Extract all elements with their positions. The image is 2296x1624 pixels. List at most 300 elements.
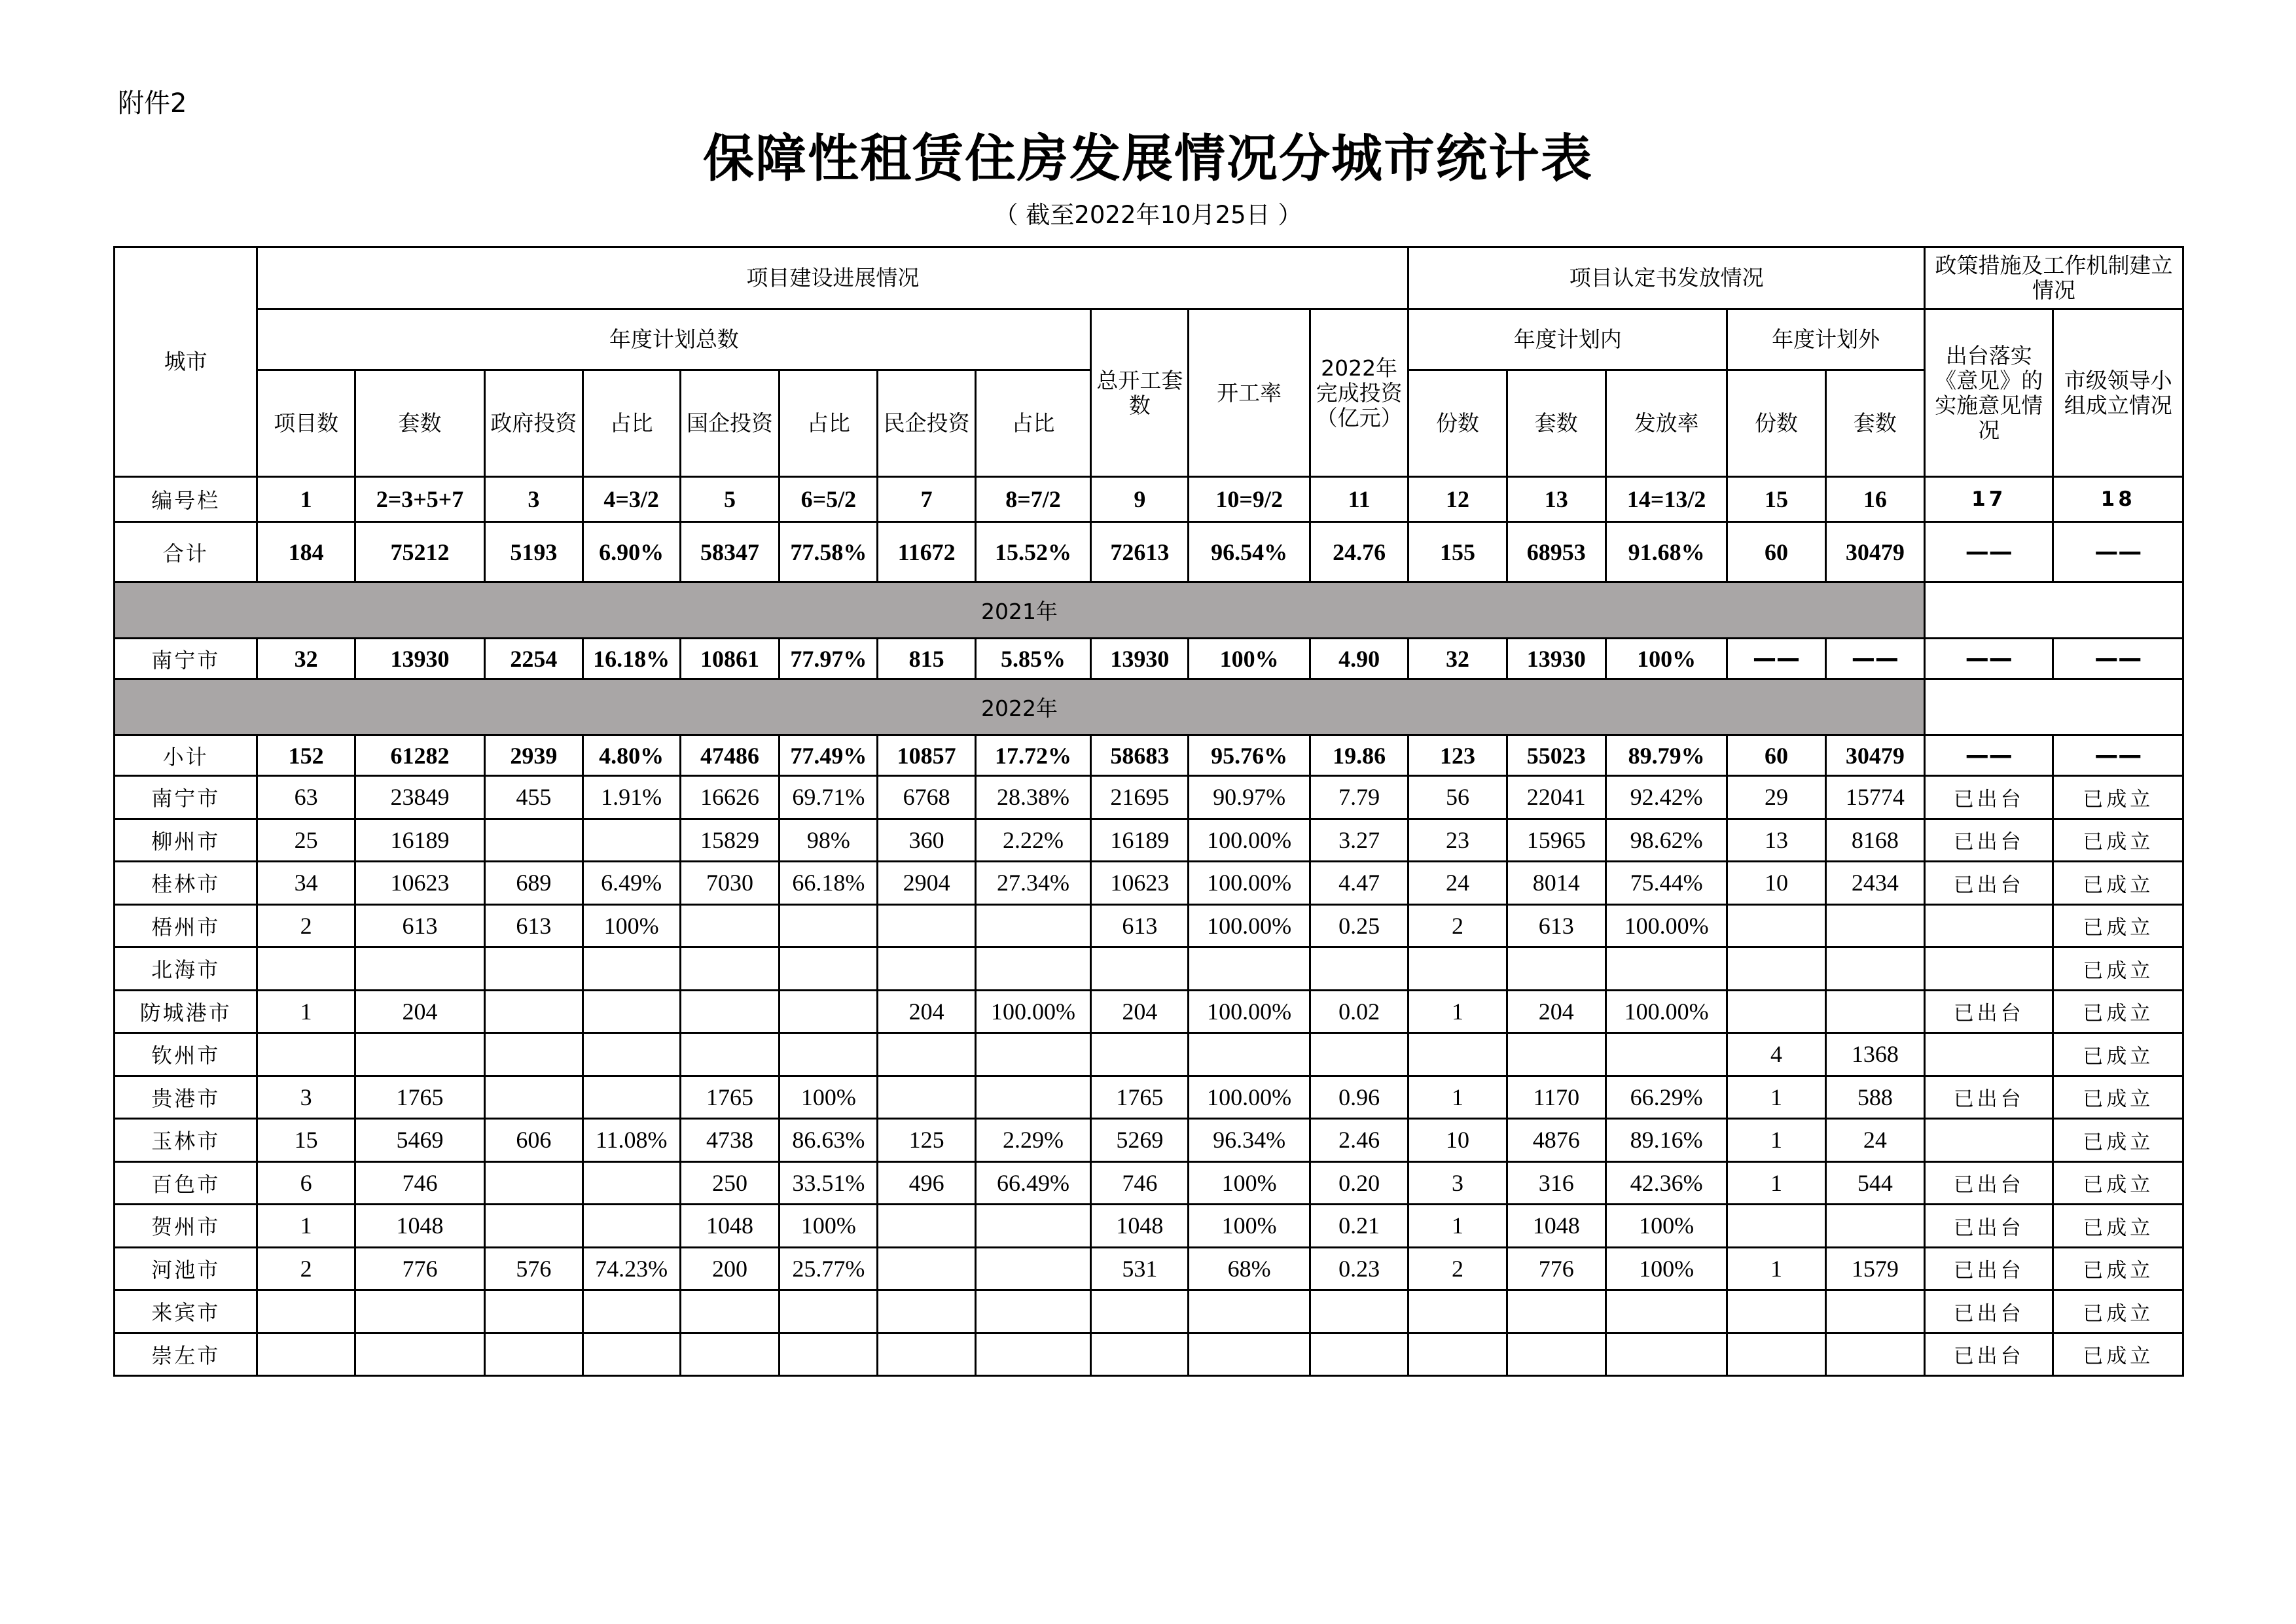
data-cell: 100.00% [1605, 904, 1727, 947]
header-city: 城市 [115, 247, 257, 477]
data-cell: 2.22% [975, 819, 1090, 862]
data-cell [1825, 1205, 1924, 1248]
data-cell [1924, 1033, 2053, 1076]
data-cell: 61282 [355, 735, 484, 776]
data-cell [485, 990, 583, 1033]
data-cell: 0.02 [1310, 990, 1408, 1033]
header-soe-investment: 国企投资 [680, 370, 779, 477]
data-cell [1507, 947, 1605, 991]
data-cell: 360 [878, 819, 975, 862]
data-cell [680, 1290, 779, 1333]
data-cell: 1 [1408, 990, 1507, 1033]
data-cell [1727, 904, 1825, 947]
data-cell: 8014 [1507, 862, 1605, 905]
data-cell [1189, 1033, 1310, 1076]
data-cell: 588 [1825, 1076, 1924, 1119]
data-cell [485, 1205, 583, 1248]
data-cell: 8168 [1825, 819, 1924, 862]
data-cell: 68% [1189, 1247, 1310, 1290]
data-cell: 1 [1408, 1076, 1507, 1119]
section-2022 [115, 679, 2183, 735]
data-cell: 1048 [355, 1205, 484, 1248]
data-cell [257, 1033, 355, 1076]
data-cell [1825, 1333, 1924, 1376]
data-cell: 7030 [680, 862, 779, 905]
header-issue-rate: 发放率 [1605, 370, 1727, 477]
data-cell: —— [2053, 735, 2183, 776]
data-cell: 60 [1727, 522, 1825, 582]
data-cell: 204 [1091, 990, 1189, 1033]
data-cell [583, 1205, 680, 1248]
row-label-cell: 玉林市 [115, 1119, 257, 1162]
data-cell: 16626 [680, 776, 779, 819]
data-cell: 已成立 [2053, 1247, 2183, 1290]
row-label-cell: 来宾市 [115, 1290, 257, 1333]
data-cell: 3 [257, 1076, 355, 1119]
city-row [115, 819, 2183, 862]
data-cell [1727, 1333, 1825, 1376]
data-cell: 2254 [485, 639, 583, 679]
data-cell: 1579 [1825, 1247, 1924, 1290]
data-cell [355, 947, 484, 991]
header-units: 套数 [355, 370, 484, 477]
data-cell: 34 [257, 862, 355, 905]
data-cell [355, 1033, 484, 1076]
data-cell [1091, 1290, 1189, 1333]
data-cell: 100.00% [1605, 990, 1727, 1033]
data-cell: 6.90% [583, 522, 680, 582]
data-cell: 15 [257, 1119, 355, 1162]
data-cell: 98% [780, 819, 878, 862]
data-cell: 100% [583, 904, 680, 947]
data-cell [878, 947, 975, 991]
header-project-count: 项目数 [257, 370, 355, 477]
data-cell: 184 [257, 522, 355, 582]
row-label-cell: 桂林市 [115, 862, 257, 905]
data-cell: 55023 [1507, 735, 1605, 776]
data-cell: 7 [878, 477, 975, 522]
data-cell: 1 [1727, 1247, 1825, 1290]
data-cell: 776 [1507, 1247, 1605, 1290]
data-cell: —— [2053, 522, 2183, 582]
data-cell: 95.76% [1189, 735, 1310, 776]
data-cell: 91.68% [1605, 522, 1727, 582]
data-cell: 13930 [1507, 639, 1605, 679]
data-cell: 89.16% [1605, 1119, 1727, 1162]
data-cell: 27.34% [975, 862, 1090, 905]
data-cell: 30479 [1825, 522, 1924, 582]
data-cell: 已成立 [2053, 1119, 2183, 1162]
data-cell: 42.36% [1605, 1161, 1727, 1205]
data-cell: 2 [1408, 1247, 1507, 1290]
data-cell: —— [1924, 735, 2053, 776]
data-cell: 98.62% [1605, 819, 1727, 862]
row-label-cell: 崇左市 [115, 1333, 257, 1376]
data-cell: 100.00% [1189, 904, 1310, 947]
data-cell: 689 [485, 862, 583, 905]
data-cell: 77.58% [780, 522, 878, 582]
data-cell: 100.00% [1189, 1076, 1310, 1119]
data-cell: 1 [257, 477, 355, 522]
data-cell: 2904 [878, 862, 975, 905]
data-cell [1727, 947, 1825, 991]
data-cell: 2.46 [1310, 1119, 1408, 1162]
data-cell: 58683 [1091, 735, 1189, 776]
data-cell: 2 [257, 904, 355, 947]
data-cell: 22041 [1507, 776, 1605, 819]
data-cell: 24 [1408, 862, 1507, 905]
data-cell [257, 947, 355, 991]
data-cell: 6=5/2 [780, 477, 878, 522]
data-cell: 69.71% [780, 776, 878, 819]
data-cell: 13930 [1091, 639, 1189, 679]
data-cell: 2.29% [975, 1119, 1090, 1162]
data-cell: 2939 [485, 735, 583, 776]
data-cell: 已出台 [1924, 990, 2053, 1033]
city-row [115, 1290, 2183, 1333]
data-cell: 746 [1091, 1161, 1189, 1205]
data-cell: 5.85% [975, 639, 1090, 679]
data-cell [1310, 1033, 1408, 1076]
data-cell [780, 1033, 878, 1076]
data-cell: 100% [1605, 639, 1727, 679]
data-cell [1825, 1290, 1924, 1333]
data-cell: 28.38% [975, 776, 1090, 819]
data-cell: 11672 [878, 522, 975, 582]
data-cell: 10 [1727, 862, 1825, 905]
data-cell: 204 [1507, 990, 1605, 1033]
data-cell [1091, 947, 1189, 991]
data-cell: 11.08% [583, 1119, 680, 1162]
data-cell: 1.91% [583, 776, 680, 819]
data-cell: 17 [1924, 477, 2053, 522]
data-cell [583, 990, 680, 1033]
data-cell [485, 1290, 583, 1333]
data-cell [257, 1290, 355, 1333]
data-cell: 10861 [680, 639, 779, 679]
data-cell: 100% [1605, 1205, 1727, 1248]
data-cell [257, 1333, 355, 1376]
data-cell: 100% [780, 1205, 878, 1248]
data-cell: 已出台 [1924, 1290, 2053, 1333]
data-cell: 100% [1189, 1161, 1310, 1205]
data-cell: 1048 [680, 1205, 779, 1248]
data-cell: 25 [257, 819, 355, 862]
data-cell [583, 819, 680, 862]
data-cell: 已成立 [2053, 1205, 2183, 1248]
data-cell [1408, 1033, 1507, 1076]
data-cell [1727, 1290, 1825, 1333]
data-cell [780, 904, 878, 947]
data-cell: 100.00% [1189, 990, 1310, 1033]
data-cell: 4.80% [583, 735, 680, 776]
data-cell: 已出台 [1924, 1333, 2053, 1376]
city-row [115, 904, 2183, 947]
attachment-label: 附件2 [118, 88, 187, 118]
data-cell: 100% [1605, 1247, 1727, 1290]
header-within-copies: 份数 [1408, 370, 1507, 477]
data-cell: 已出台 [1924, 776, 2053, 819]
data-cell: 60 [1727, 735, 1825, 776]
data-cell: 1765 [355, 1076, 484, 1119]
data-cell: 4=3/2 [583, 477, 680, 522]
data-cell: 86.63% [780, 1119, 878, 1162]
data-cell: 10623 [355, 862, 484, 905]
subtotal-row [115, 735, 2183, 776]
data-cell: 2 [257, 1247, 355, 1290]
data-cell: 4.47 [1310, 862, 1408, 905]
section-label: 2022年 [115, 679, 1925, 735]
data-cell: 3.27 [1310, 819, 1408, 862]
data-cell: 已成立 [2053, 1076, 2183, 1119]
data-cell: 0.20 [1310, 1161, 1408, 1205]
data-cell: 已出台 [1924, 862, 2053, 905]
data-cell: 90.97% [1189, 776, 1310, 819]
data-cell [355, 1290, 484, 1333]
data-cell: 4738 [680, 1119, 779, 1162]
city-row [115, 1119, 2183, 1162]
data-cell [1507, 1033, 1605, 1076]
data-cell [878, 1205, 975, 1248]
data-cell: 已成立 [2053, 904, 2183, 947]
data-cell: 100.00% [1189, 819, 1310, 862]
data-cell: 10=9/2 [1189, 477, 1310, 522]
data-cell: 6 [257, 1161, 355, 1205]
data-cell: 77.97% [780, 639, 878, 679]
data-cell [680, 1333, 779, 1376]
data-cell: 6.49% [583, 862, 680, 905]
data-cell: 576 [485, 1247, 583, 1290]
data-cell: 29 [1727, 776, 1825, 819]
data-cell: —— [1924, 639, 2053, 679]
data-cell: 30479 [1825, 735, 1924, 776]
data-cell: 613 [485, 904, 583, 947]
header-outside-copies: 份数 [1727, 370, 1825, 477]
data-cell: 0.96 [1310, 1076, 1408, 1119]
data-cell: 21695 [1091, 776, 1189, 819]
data-cell: 13 [1507, 477, 1605, 522]
header-annual-plan-total: 年度计划总数 [257, 309, 1091, 370]
data-cell [485, 1033, 583, 1076]
data-cell: 75212 [355, 522, 484, 582]
data-cell: 613 [1507, 904, 1605, 947]
data-cell [1189, 947, 1310, 991]
data-cell [780, 1333, 878, 1376]
data-cell: 16189 [355, 819, 484, 862]
data-cell: 23849 [355, 776, 484, 819]
header-start-rate: 开工率 [1189, 309, 1310, 477]
data-cell [975, 1033, 1090, 1076]
data-cell: 10 [1408, 1119, 1507, 1162]
data-cell: 123 [1408, 735, 1507, 776]
data-cell [485, 1076, 583, 1119]
data-cell: 1368 [1825, 1033, 1924, 1076]
row-2021-nanning [115, 639, 2183, 679]
data-cell [780, 990, 878, 1033]
row-label-cell: 防城港市 [115, 990, 257, 1033]
data-cell: 204 [355, 990, 484, 1033]
data-cell: 2 [1408, 904, 1507, 947]
data-cell: 16 [1825, 477, 1924, 522]
data-cell: 32 [1408, 639, 1507, 679]
data-cell [680, 947, 779, 991]
data-cell [485, 1161, 583, 1205]
data-cell [355, 1333, 484, 1376]
data-cell: 5469 [355, 1119, 484, 1162]
statistics-table [113, 246, 2184, 1377]
data-cell: 已成立 [2053, 819, 2183, 862]
city-row [115, 1247, 2183, 1290]
data-cell: 已成立 [2053, 990, 2183, 1033]
data-cell: 1 [1727, 1076, 1825, 1119]
data-cell: 已成立 [2053, 1161, 2183, 1205]
data-cell [583, 1033, 680, 1076]
data-cell: 33.51% [780, 1161, 878, 1205]
header-gov-investment: 政府投资 [485, 370, 583, 477]
data-cell: 4.90 [1310, 639, 1408, 679]
data-cell: 152 [257, 735, 355, 776]
data-cell: 15829 [680, 819, 779, 862]
data-cell: 606 [485, 1119, 583, 1162]
data-cell [680, 904, 779, 947]
data-cell [975, 1076, 1090, 1119]
header-within-units: 套数 [1507, 370, 1605, 477]
data-cell [1310, 1333, 1408, 1376]
data-cell: 15 [1727, 477, 1825, 522]
data-cell: 47486 [680, 735, 779, 776]
data-cell [1408, 1333, 1507, 1376]
header-outside-plan: 年度计划外 [1727, 309, 1925, 370]
city-row [115, 1033, 2183, 1076]
data-cell: 125 [878, 1119, 975, 1162]
data-cell: 75.44% [1605, 862, 1727, 905]
data-cell [1507, 1290, 1605, 1333]
data-cell: 11 [1310, 477, 1408, 522]
data-cell [1507, 1333, 1605, 1376]
data-cell: 15774 [1825, 776, 1924, 819]
data-cell: 32 [257, 639, 355, 679]
row-label-cell: 编号栏 [115, 477, 257, 522]
data-cell: 200 [680, 1247, 779, 1290]
index-row [115, 477, 2183, 522]
data-cell [878, 1076, 975, 1119]
data-cell [1605, 947, 1727, 991]
data-cell: 746 [355, 1161, 484, 1205]
data-cell: —— [1924, 522, 2053, 582]
city-row [115, 990, 2183, 1033]
data-cell: 100% [1189, 639, 1310, 679]
data-cell [975, 1290, 1090, 1333]
city-row [115, 1205, 2183, 1248]
data-cell [583, 1076, 680, 1119]
city-row [115, 1333, 2183, 1376]
data-cell: 1048 [1507, 1205, 1605, 1248]
header-leader-group: 市级领导小组成立情况 [2053, 309, 2183, 477]
row-label-cell: 北海市 [115, 947, 257, 991]
data-cell [1605, 1033, 1727, 1076]
data-cell: 已成立 [2053, 947, 2183, 991]
data-cell: 已成立 [2053, 1033, 2183, 1076]
data-cell [878, 1247, 975, 1290]
data-cell: 155 [1408, 522, 1507, 582]
row-label-cell: 南宁市 [115, 639, 257, 679]
data-cell [975, 1247, 1090, 1290]
data-cell: 250 [680, 1161, 779, 1205]
data-cell [1189, 1333, 1310, 1376]
data-cell [485, 1333, 583, 1376]
data-cell [1189, 1290, 1310, 1333]
row-label-cell: 贵港市 [115, 1076, 257, 1119]
data-cell: 8=7/2 [975, 477, 1090, 522]
data-cell [583, 947, 680, 991]
data-cell [1310, 1290, 1408, 1333]
data-cell: 已出台 [1924, 1076, 2053, 1119]
row-label-cell: 钦州市 [115, 1033, 257, 1076]
city-row [115, 776, 2183, 819]
data-cell: 68953 [1507, 522, 1605, 582]
data-cell: 316 [1507, 1161, 1605, 1205]
document-subtitle: （ 截至2022年10月25日 ） [994, 201, 1302, 229]
section-policy-blank [1924, 582, 2183, 639]
row-label-cell: 南宁市 [115, 776, 257, 819]
data-cell [975, 1333, 1090, 1376]
section-2021 [115, 582, 2183, 639]
row-label-cell: 小计 [115, 735, 257, 776]
data-cell: 100.00% [975, 990, 1090, 1033]
data-cell [1727, 1205, 1825, 1248]
data-cell: 92.42% [1605, 776, 1727, 819]
data-cell: 13930 [355, 639, 484, 679]
data-cell [1924, 904, 2053, 947]
data-cell: 已成立 [2053, 862, 2183, 905]
data-cell: 已出台 [1924, 1205, 2053, 1248]
data-cell: 5269 [1091, 1119, 1189, 1162]
data-cell: 544 [1825, 1161, 1924, 1205]
city-row [115, 1161, 2183, 1205]
data-cell: 1765 [1091, 1076, 1189, 1119]
data-cell [1310, 947, 1408, 991]
data-cell: 25.77% [780, 1247, 878, 1290]
data-cell: 100.00% [1189, 862, 1310, 905]
data-cell: 24.76 [1310, 522, 1408, 582]
header-construction-progress: 项目建设进展情况 [257, 247, 1408, 309]
city-row [115, 1076, 2183, 1119]
row-label-cell: 河池市 [115, 1247, 257, 1290]
data-cell: 23 [1408, 819, 1507, 862]
data-cell: 13 [1727, 819, 1825, 862]
data-cell: 24 [1825, 1119, 1924, 1162]
data-cell: 10623 [1091, 862, 1189, 905]
row-label-cell: 百色市 [115, 1161, 257, 1205]
data-cell: 204 [878, 990, 975, 1033]
data-cell: 19.86 [1310, 735, 1408, 776]
data-cell: 776 [355, 1247, 484, 1290]
data-cell: 1 [1408, 1205, 1507, 1248]
data-cell: 2=3+5+7 [355, 477, 484, 522]
data-cell [1091, 1033, 1189, 1076]
data-cell [975, 1205, 1090, 1248]
data-cell: 5 [680, 477, 779, 522]
city-row [115, 947, 2183, 991]
row-label-cell: 合计 [115, 522, 257, 582]
data-cell: 3 [485, 477, 583, 522]
data-cell: 已成立 [2053, 1333, 2183, 1376]
data-cell: 96.34% [1189, 1119, 1310, 1162]
data-cell [583, 1161, 680, 1205]
data-cell: 1765 [680, 1076, 779, 1119]
data-cell: 66.29% [1605, 1076, 1727, 1119]
data-cell [1825, 904, 1924, 947]
